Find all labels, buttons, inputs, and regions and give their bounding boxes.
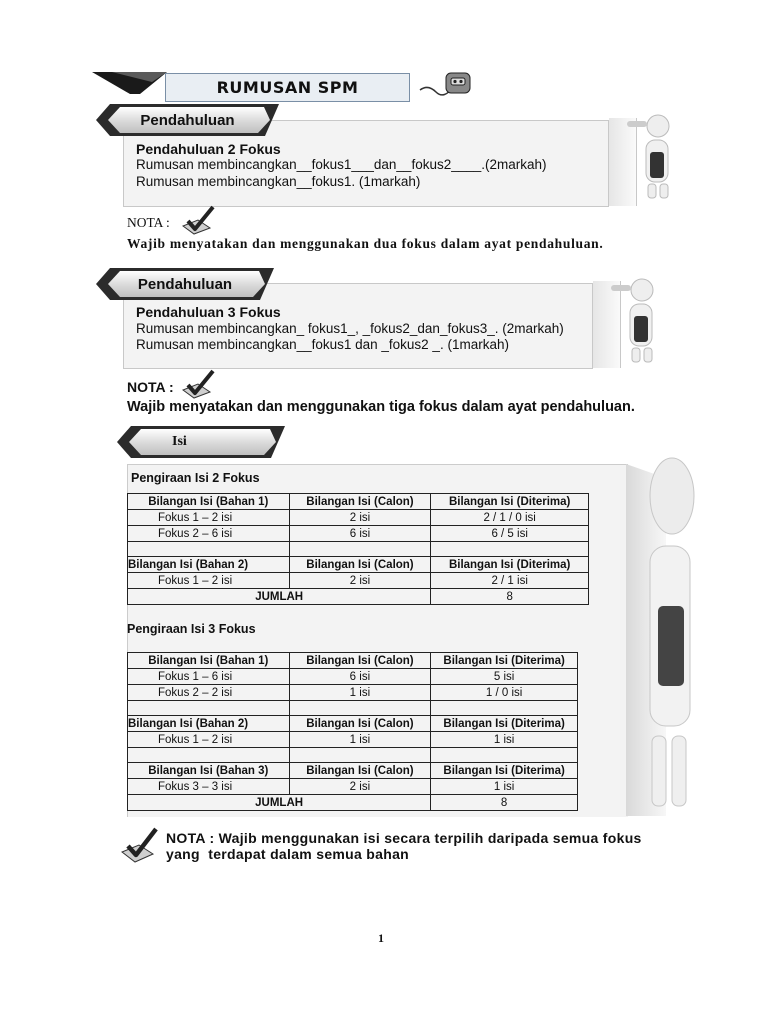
table-header-cell: Bilangan Isi (Calon) (289, 557, 431, 573)
pendahuluan-ribbon-label-1: Pendahuluan (140, 111, 235, 129)
isi-ribbon-label: Isi (172, 434, 187, 449)
table-row (128, 653, 578, 669)
page-number: 1 (378, 931, 384, 945)
intro-3-fokus-line-2: Rumusan membincangkan__fokus1 dan _fokus2 _. (1markah) (136, 337, 509, 352)
nota-label-1: NOTA : (127, 215, 170, 230)
intro-2-fokus-line-2: Rumusan membincangkan__fokus1. (1markah) (136, 174, 421, 189)
checkmark-icon (119, 826, 159, 864)
table-header-cell: Bilangan Isi (Diterima) (431, 653, 578, 669)
table-row (128, 763, 578, 779)
table-cell: 1 isi (431, 779, 578, 795)
intro-3-fokus-heading: Pendahuluan 3 Fokus (136, 304, 281, 320)
table-header-cell: Bilangan Isi (Bahan 2) (128, 557, 290, 573)
table-header-cell: Bilangan Isi (Bahan 1) (128, 494, 290, 510)
table-row (128, 716, 578, 732)
table-row (128, 526, 589, 542)
table2-title: Pengiraan Isi 3 Fokus (127, 622, 256, 636)
intro-3-fokus-line-1: Rumusan membincangkan_ fokus1_, _fokus2_dan_fokus3_. (2markah) (136, 321, 564, 336)
table-total-label: JUMLAH (128, 589, 431, 605)
table-total-value: 8 (431, 795, 578, 811)
checkmark-icon (180, 368, 216, 400)
isi-ribbon (117, 426, 285, 458)
nota-label-2: NOTA : (127, 379, 174, 395)
table-cell: 1 isi (289, 732, 431, 748)
table-header-cell: Bilangan Isi (Diterima) (431, 716, 578, 732)
table-cell: Fokus 2 – 2 isi (128, 685, 290, 701)
table-header-cell: Bilangan Isi (Calon) (289, 653, 431, 669)
table-cell: Fokus 1 – 2 isi (128, 573, 290, 589)
table-header-cell: Bilangan Isi (Bahan 1) (128, 653, 290, 669)
table-header-cell: Bilangan Isi (Calon) (289, 494, 431, 510)
table-row (128, 701, 578, 716)
intro-2-fokus-heading: Pendahuluan 2 Fokus (136, 141, 281, 157)
table-cell: 6 isi (289, 526, 431, 542)
table-cell: 2 / 1 / 0 isi (431, 510, 589, 526)
table-header-cell: Bilangan Isi (Diterima) (431, 763, 578, 779)
pendahuluan-ribbon-label-2: Pendahuluan (137, 275, 233, 293)
table-cell: Fokus 1 – 2 isi (128, 510, 290, 526)
table-row (128, 589, 589, 605)
table-cell: 1 isi (431, 732, 578, 748)
table-header-cell: Bilangan Isi (Calon) (289, 763, 431, 779)
table-cell: 2 isi (289, 510, 431, 526)
table-row (128, 732, 578, 748)
table1-title: Pengiraan Isi 2 Fokus (131, 471, 260, 485)
table-header-cell: Bilangan Isi (Diterima) (431, 557, 589, 573)
table-header-cell: Bilangan Isi (Diterima) (431, 494, 589, 510)
table-row (128, 795, 578, 811)
page-title: RUMUSAN SPM (165, 73, 410, 102)
table-cell: Fokus 3 – 3 isi (128, 779, 290, 795)
table-cell: Fokus 2 – 6 isi (128, 526, 290, 542)
table-cell: 1 / 0 isi (431, 685, 578, 701)
table-cell: 6 isi (289, 669, 431, 685)
table-cell: 2 isi (289, 779, 431, 795)
presenter-figure-icon (624, 112, 684, 200)
table-row (128, 494, 589, 510)
table-row (128, 748, 578, 763)
isi-nota-line-1: NOTA : Wajib menggunakan isi secara terpilih daripada semua fokus (166, 830, 642, 846)
table-row (128, 557, 589, 573)
table-row (128, 573, 589, 589)
table-cell: 1 isi (289, 685, 431, 701)
isi-nota-line-2: yang terdapat dalam semua bahan (166, 846, 410, 862)
intro-2-fokus-line-1: Rumusan membincangkan__fokus1___dan__fokus2____.(2markah) (136, 157, 547, 172)
table-3-fokus (127, 652, 578, 811)
table-row (128, 685, 578, 701)
table-2-fokus (127, 493, 589, 605)
table-total-value: 8 (431, 589, 589, 605)
table-header-cell: Bilangan Isi (Bahan 3) (128, 763, 290, 779)
table-cell: 2 / 1 isi (431, 573, 589, 589)
table-row (128, 542, 589, 557)
presenter-figure-icon (608, 276, 668, 364)
nota-text-2: Wajib menyatakan dan menggunakan tiga fokus dalam ayat pendahuluan. (127, 399, 635, 415)
table-cell: 2 isi (289, 573, 431, 589)
table-cell: Fokus 1 – 6 isi (128, 669, 290, 685)
pendahuluan-ribbon-1 (96, 104, 279, 136)
pendahuluan-ribbon-2 (96, 268, 274, 300)
table-row (128, 669, 578, 685)
table-cell: 5 isi (431, 669, 578, 685)
table-cell: 6 / 5 isi (431, 526, 589, 542)
table-header-cell: Bilangan Isi (Bahan 2) (128, 716, 290, 732)
table-total-label: JUMLAH (128, 795, 431, 811)
nota-text-1: Wajib menyatakan dan menggunakan dua fokus dalam ayat pendahuluan. (127, 236, 604, 251)
presenter-figure-large-icon (640, 456, 696, 816)
title-figure-icon (418, 70, 474, 100)
table-cell: Fokus 1 – 2 isi (128, 732, 290, 748)
table-row (128, 510, 589, 526)
title-banner-wedge (92, 72, 167, 94)
table-header-cell: Bilangan Isi (Calon) (289, 716, 431, 732)
checkmark-icon (180, 204, 216, 236)
table-row (128, 779, 578, 795)
